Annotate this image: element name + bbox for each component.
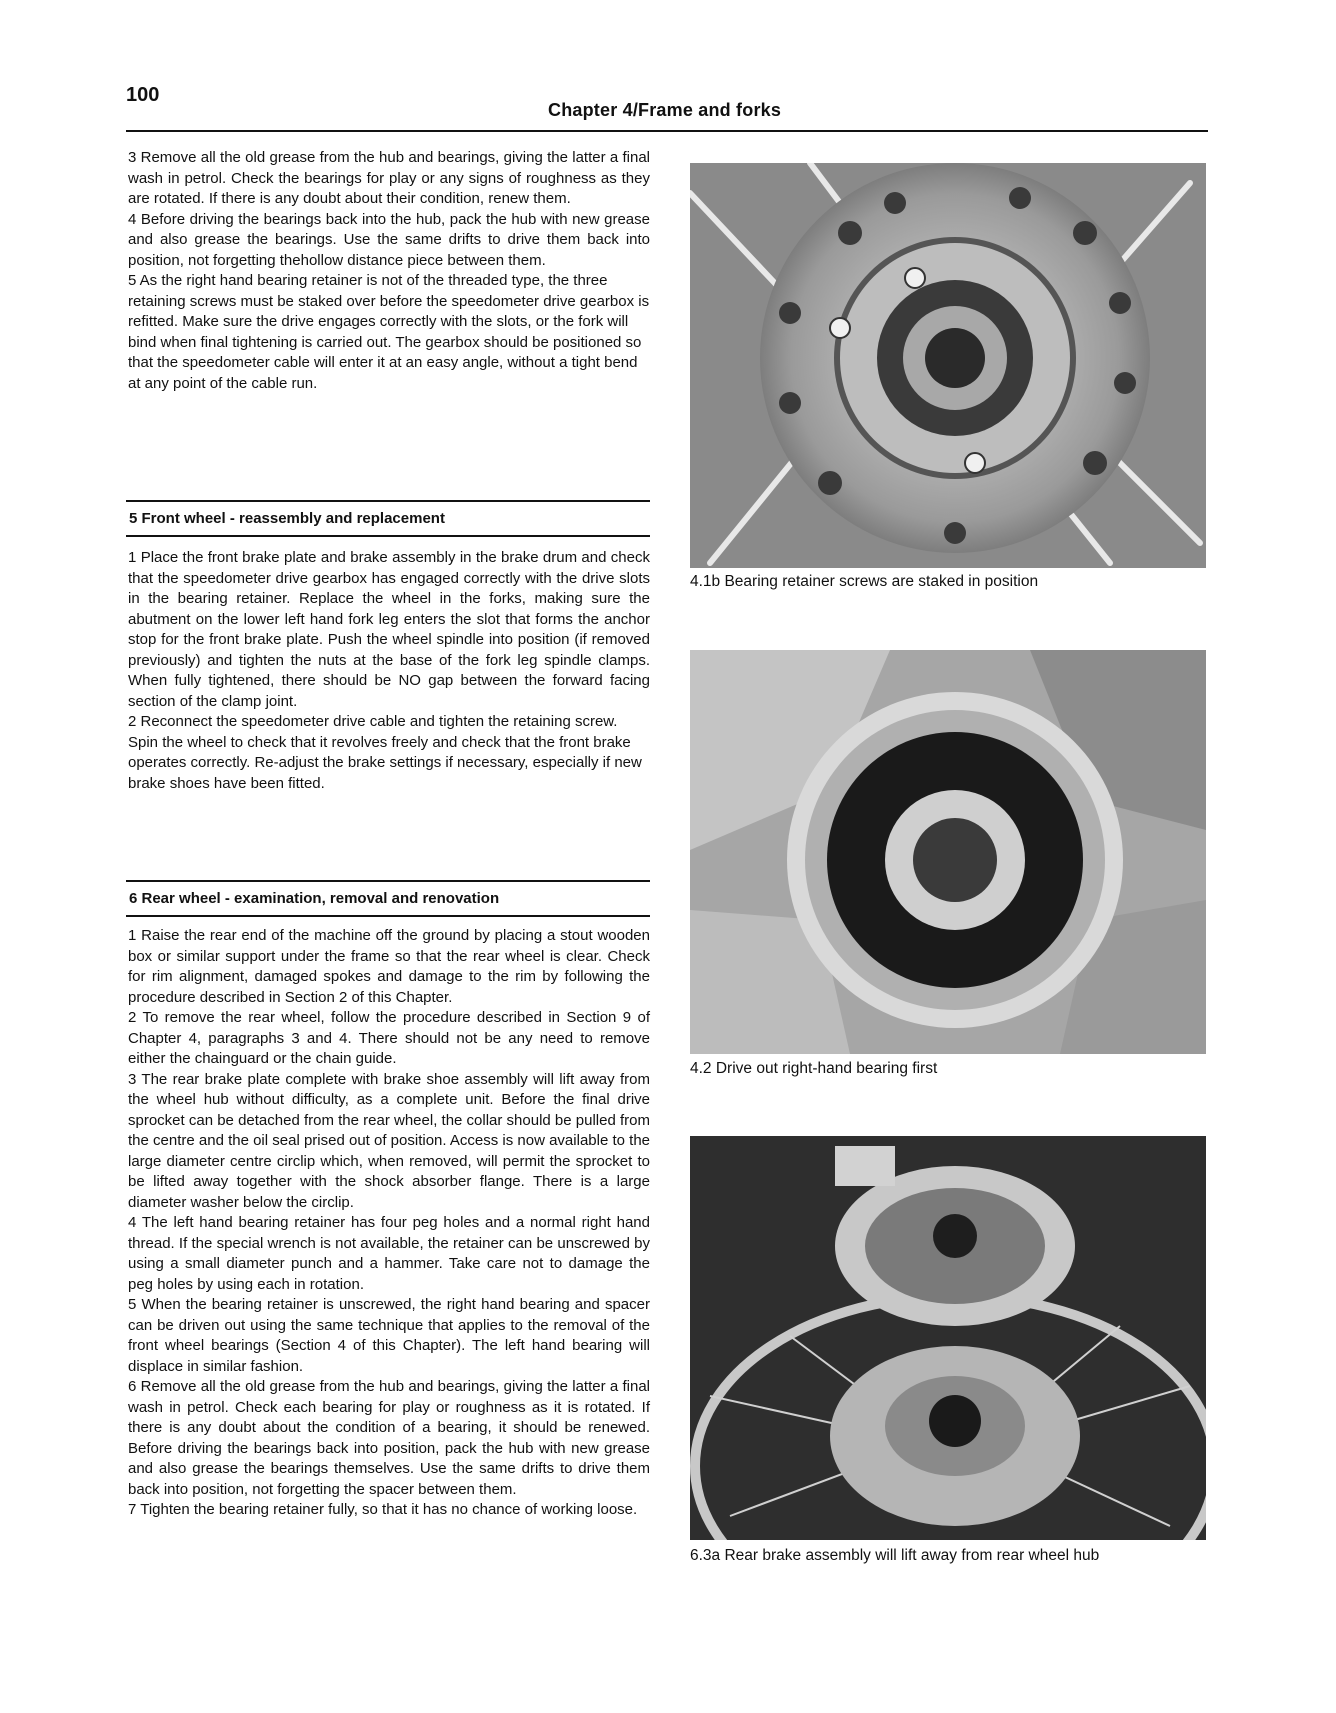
paragraph: 4 The left hand bearing retainer has four peg holes and a normal right hand thread. If the special wrench is not available, the retainer can be unscrewed by using a small diameter punch and a hammer. Take care not to damage the peg holes by using each in rotation. (128, 1214, 650, 1293)
page-number: 100 (126, 84, 160, 106)
figure-caption: 6.3a Rear brake assembly will lift away from rear wheel hub (690, 1547, 1100, 1564)
photo-right-hand-bearing (690, 650, 1206, 1054)
section-5-heading: 5 Front wheel - reassembly and replacement (126, 500, 650, 537)
paragraph: 2 To remove the rear wheel, follow the procedure described in Section 9 of Chapter 4, paragraphs 3 and 4. There should not be any need to remove either the chainguard or the chain guide. (128, 1009, 650, 1067)
paragraph: 6 Remove all the old grease from the hub and bearings, giving the latter a final wash in petrol. Check each bearing for play or roughness as it is rotated. If there is any doubt about the condition of a bearing, it should be renewed. Before driving the bearings back into position, pack the hub with new grease and also grease the bearings themselves. Use the same drifts to drive them back into position, not forgetting the spacer between them. (128, 1378, 650, 1498)
chapter-title: Chapter 4/Frame and forks (548, 100, 782, 120)
section-5-text (128, 548, 650, 794)
paragraph: 4 Before driving the bearings back into the hub, pack the hub with new grease and also grease the bearings. Use the same drifts to drive them back into position, not forgetting thehollow distance piece between them. (128, 210, 650, 269)
section-6-heading: 6 Rear wheel - examination, removal and renovation (126, 880, 650, 917)
paragraph: 7 Tighten the bearing retainer fully, so that it has no chance of working loose. (128, 1501, 638, 1518)
intro-text (128, 148, 650, 394)
paragraph: 1 Place the front brake plate and brake assembly in the brake drum and check that the speedometer drive gearbox has engaged correctly with the drive slots in the bearing retainer. Replace the wheel in the forks, making sure the abutment on the lower left hand fork leg enters the slot that forms the anchor stop for the front brake plate. Push the wheel spindle into position (if removed previously) and tighten the nuts at the base of the fork leg spindle clamps. When fully tightened, there should be NO gap between the forward facing section of the clamp joint. (128, 549, 650, 710)
photo-rear-brake-assembly (690, 1136, 1206, 1540)
photo-bearing-retainer-screws (690, 163, 1206, 568)
section-6-text (128, 926, 650, 1521)
paragraph: 1 Raise the rear end of the machine off the ground by placing a stout wooden box or similar support under the frame so that the rear wheel is clear. Check for rim alignment, damaged spokes and damage to the rim by following the procedure described in Section 2 of this Chapter. (128, 927, 650, 1006)
figure-caption: 4.1b Bearing retainer screws are staked in position (690, 573, 1039, 590)
paragraph: 2 Reconnect the speedometer drive cable and tighten the retaining screw. Spin the wheel to check that it revolves freely and check that the front brake operates correctly. Re-adjust the brake settings if necessary, especially if new brake shoes have been fitted. (128, 713, 642, 792)
paragraph: 3 Remove all the old grease from the hub and bearings, giving the latter a final wash in petrol. Check the bearings for play or any signs of roughness as they are rotated. If there is any doubt about their condition, renew them. (128, 149, 650, 207)
paragraph: 5 When the bearing retainer is unscrewed, the right hand bearing and spacer can be driven out using the same technique that applies to the removal of the front wheel bearings (Section 4 of this Chapter). The left hand bearing will displace in similar fashion. (128, 1296, 650, 1375)
header-divider (126, 130, 1208, 132)
paragraph: 3 The rear brake plate complete with brake shoe assembly will lift away from the wheel hub without difficulty, as a complete unit. Before the final drive sprocket can be detached from the rear wheel, the collar should be pulled from the centre and the oil seal prised out of position. Access is now available to the large diameter centre circlip which, when removed, will permit the sprocket to be lifted away together with the shock absorber flange. There is a large diameter washer below the circlip. (128, 1070, 650, 1211)
paragraph: 5 As the right hand bearing retainer is not of the threaded type, the three retaining screws must be staked over before the speedometer drive gearbox is refitted. Make sure the drive engages correctly with the slots, or the fork will bind when final tightening is carried out. The gearbox should be positioned so that the speedometer cable will enter it at an easy angle, without a tight bend at any point of the cable run. (128, 272, 650, 392)
figure-caption: 4.2 Drive out right-hand bearing first (690, 1060, 938, 1077)
